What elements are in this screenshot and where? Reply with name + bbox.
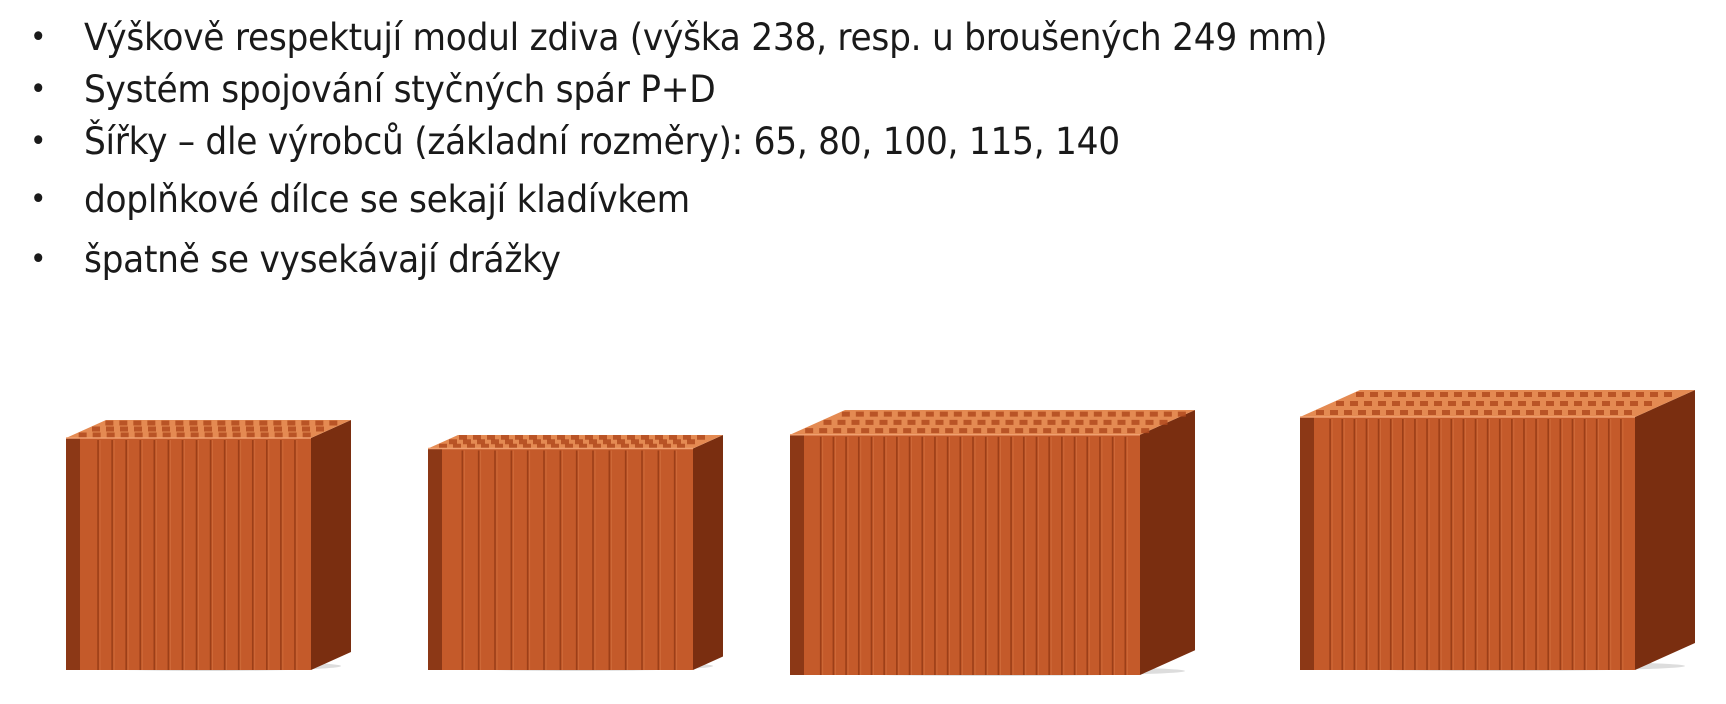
bullet-text: doplňkové dílce se sekají kladívkem: [83, 178, 690, 221]
bullet-text: Šířky – dle výrobců (základní rozměry): 65, 80, 100, 115, 140: [83, 120, 1120, 163]
bullet-marker: •: [30, 242, 47, 277]
bullet-marker: •: [30, 20, 47, 55]
brick-block-1: [66, 420, 356, 675]
bullet-text: špatně se vysekávají drážky: [83, 238, 561, 281]
bullet-marker: •: [30, 124, 47, 159]
bullet-marker: •: [30, 182, 47, 217]
bullet-list: [30, 12, 1425, 286]
brick-images-row: [0, 390, 1726, 690]
bullet-item: [30, 12, 1327, 64]
brick-block-4: [1300, 390, 1700, 675]
bullet-item: [30, 234, 1327, 286]
bullet-item: [30, 64, 1327, 116]
bullet-text: Systém spojování styčných spár P+D: [83, 68, 716, 111]
bullet-item: [30, 116, 1327, 168]
brick-block-2: [428, 435, 728, 675]
bullet-item: [30, 174, 1327, 226]
bullet-text: Výškově respektují modul zdiva (výška 238, resp. u broušených 249 mm): [83, 16, 1328, 59]
bullet-marker: •: [30, 72, 47, 107]
brick-block-3: [790, 410, 1200, 680]
